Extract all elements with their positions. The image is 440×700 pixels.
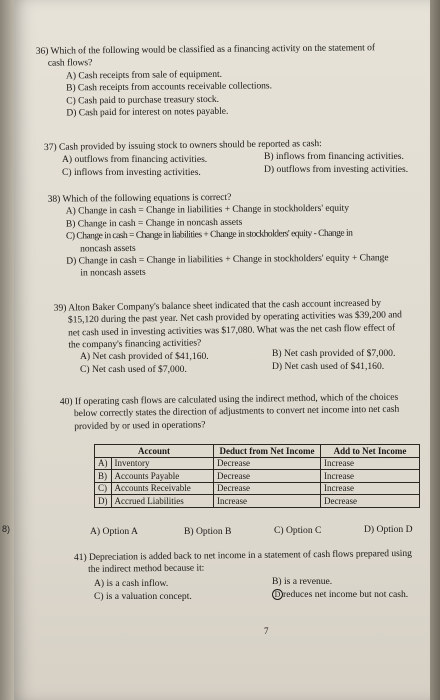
table-row (95, 495, 420, 508)
row-add: Decrease (321, 495, 420, 508)
q38-option-b: B) Change in cash = Change in noncash assets (65, 216, 243, 230)
q40-stem-line-3: provided by or used in operations? (74, 419, 206, 432)
q41-option-a: A) is a cash inflow. (94, 578, 169, 589)
q39-option-d: D) Net cash used of $41,160. (272, 361, 385, 372)
q40-option-b: B) Option B (184, 526, 232, 537)
q38-option-d-line-2: in noncash assets (80, 267, 146, 279)
q39-stem-line-2: $15,120 during the past year. Net cash provided by operating activities was $39,200 and (67, 309, 402, 326)
header-add: Add to Net Income (321, 445, 420, 458)
row-deduct: Increase (214, 495, 321, 508)
row-account: Accrued Liabilities (111, 495, 214, 508)
q40-option-a: A) Option A (90, 526, 138, 537)
question-41 (74, 548, 412, 577)
q39-stem-line-1: 39) Alton Baker Company's balance sheet indicated that the cash account increased by (53, 297, 382, 314)
row-label: B) (95, 470, 112, 483)
q40-stem-line-1: 40) If operating cash flows are calculated using the indirect method, which of the choices (59, 391, 399, 408)
row-account: Inventory (111, 457, 214, 470)
page-number: 7 (264, 626, 269, 636)
row-label: D) (95, 495, 112, 508)
row-account: Accounts Payable (111, 470, 214, 483)
table-row (95, 470, 420, 483)
q41-option-d-text: reduces net income but not cash. (283, 589, 409, 600)
q37-option-a: A) outflows from financing activities. (62, 154, 208, 165)
q40-stem-line-2: below correctly states the direction of adjustments to convert net income into net cash (73, 404, 400, 420)
q39-option-b: B) Net cash provided of $7,000. (272, 348, 396, 359)
question-36 (36, 42, 376, 120)
q37-option-c: C) inflows from investing activities. (62, 167, 201, 178)
header-deduct: Deduct from Net Income (214, 445, 321, 458)
question-38 (48, 190, 389, 280)
row-label: A) (95, 457, 112, 470)
q36-option-b: B) Cash receipts from accounts receivable collections. (66, 80, 273, 94)
document-page (14, 0, 430, 700)
row-deduct: Decrease (214, 457, 321, 470)
q38-option-d-line-1: D) Change in cash = Change in liabilities + Change in stockholders' equity + Change (66, 252, 389, 267)
q41-option-c: C) is a valuation concept. (94, 591, 192, 602)
margin-question-number: 8) (2, 524, 11, 534)
q40-option-c: C) Option C (274, 525, 322, 536)
table-row (95, 482, 420, 495)
q36-stem-line-2: cash flows? (47, 57, 93, 70)
q41-stem-line-2: the indirect method because it: (88, 562, 205, 576)
q38-option-a: A) Change in cash = Change in liabilities + Change in stockholders' equity (65, 203, 350, 218)
row-deduct: Decrease (214, 482, 321, 495)
q37-option-d: D) outflows from investing activities. (264, 164, 409, 175)
q36-option-a: A) Cash receipts from sale of equipment. (65, 68, 222, 82)
row-account: Accounts Receivable (111, 482, 214, 495)
q39-option-c: C) Net cash used of $7,000. (80, 364, 187, 375)
selected-answer-circle: D (272, 589, 283, 600)
row-add: Increase (321, 470, 420, 483)
q37-option-b: B) inflows from financing activities. (264, 151, 404, 162)
q38-option-c-line-1: C) Change in cash = Change in liabilities + Change in stockholders' equity - Change in (65, 227, 353, 242)
q39-option-a: A) Net cash provided of $41,160. (80, 351, 209, 362)
q39-stem-line-3: net cash used in investing activities was $17,080. What was the net cash flow effect of (68, 322, 396, 339)
question-39 (54, 297, 403, 352)
q39-stem-line-4: the company's financing activities? (68, 337, 202, 351)
q37-stem: 37) Cash provided by issuing stock to owners should be reported as cash: (43, 138, 322, 153)
row-add: Increase (321, 457, 420, 470)
adjustments-table (94, 444, 420, 508)
q41-option-d (272, 589, 408, 601)
q38-option-c-line-2: noncash assets (80, 242, 136, 255)
table-row (95, 457, 420, 470)
q40-option-d: D) Option D (364, 524, 413, 535)
row-add: Increase (321, 482, 420, 495)
row-label: C) (95, 482, 112, 495)
q36-stem-line-1: 36) Which of the following would be classified as a financing activity on the statement of (35, 42, 375, 57)
q41-stem-line-1: 41) Depreciation is added back to net income in a statement of cash flows prepared using (73, 547, 412, 564)
table-header-row (95, 445, 420, 458)
q36-option-d: D) Cash paid for interest on notes payable. (66, 105, 229, 119)
q36-option-c: C) Cash paid to purchase treasury stock. (66, 93, 220, 107)
question-40 (60, 392, 400, 434)
q38-stem: 38) Which of the following equations is correct? (47, 191, 232, 205)
q41-option-b: B) is a revenue. (272, 576, 333, 587)
row-deduct: Decrease (214, 470, 321, 483)
header-account: Account (95, 445, 214, 458)
